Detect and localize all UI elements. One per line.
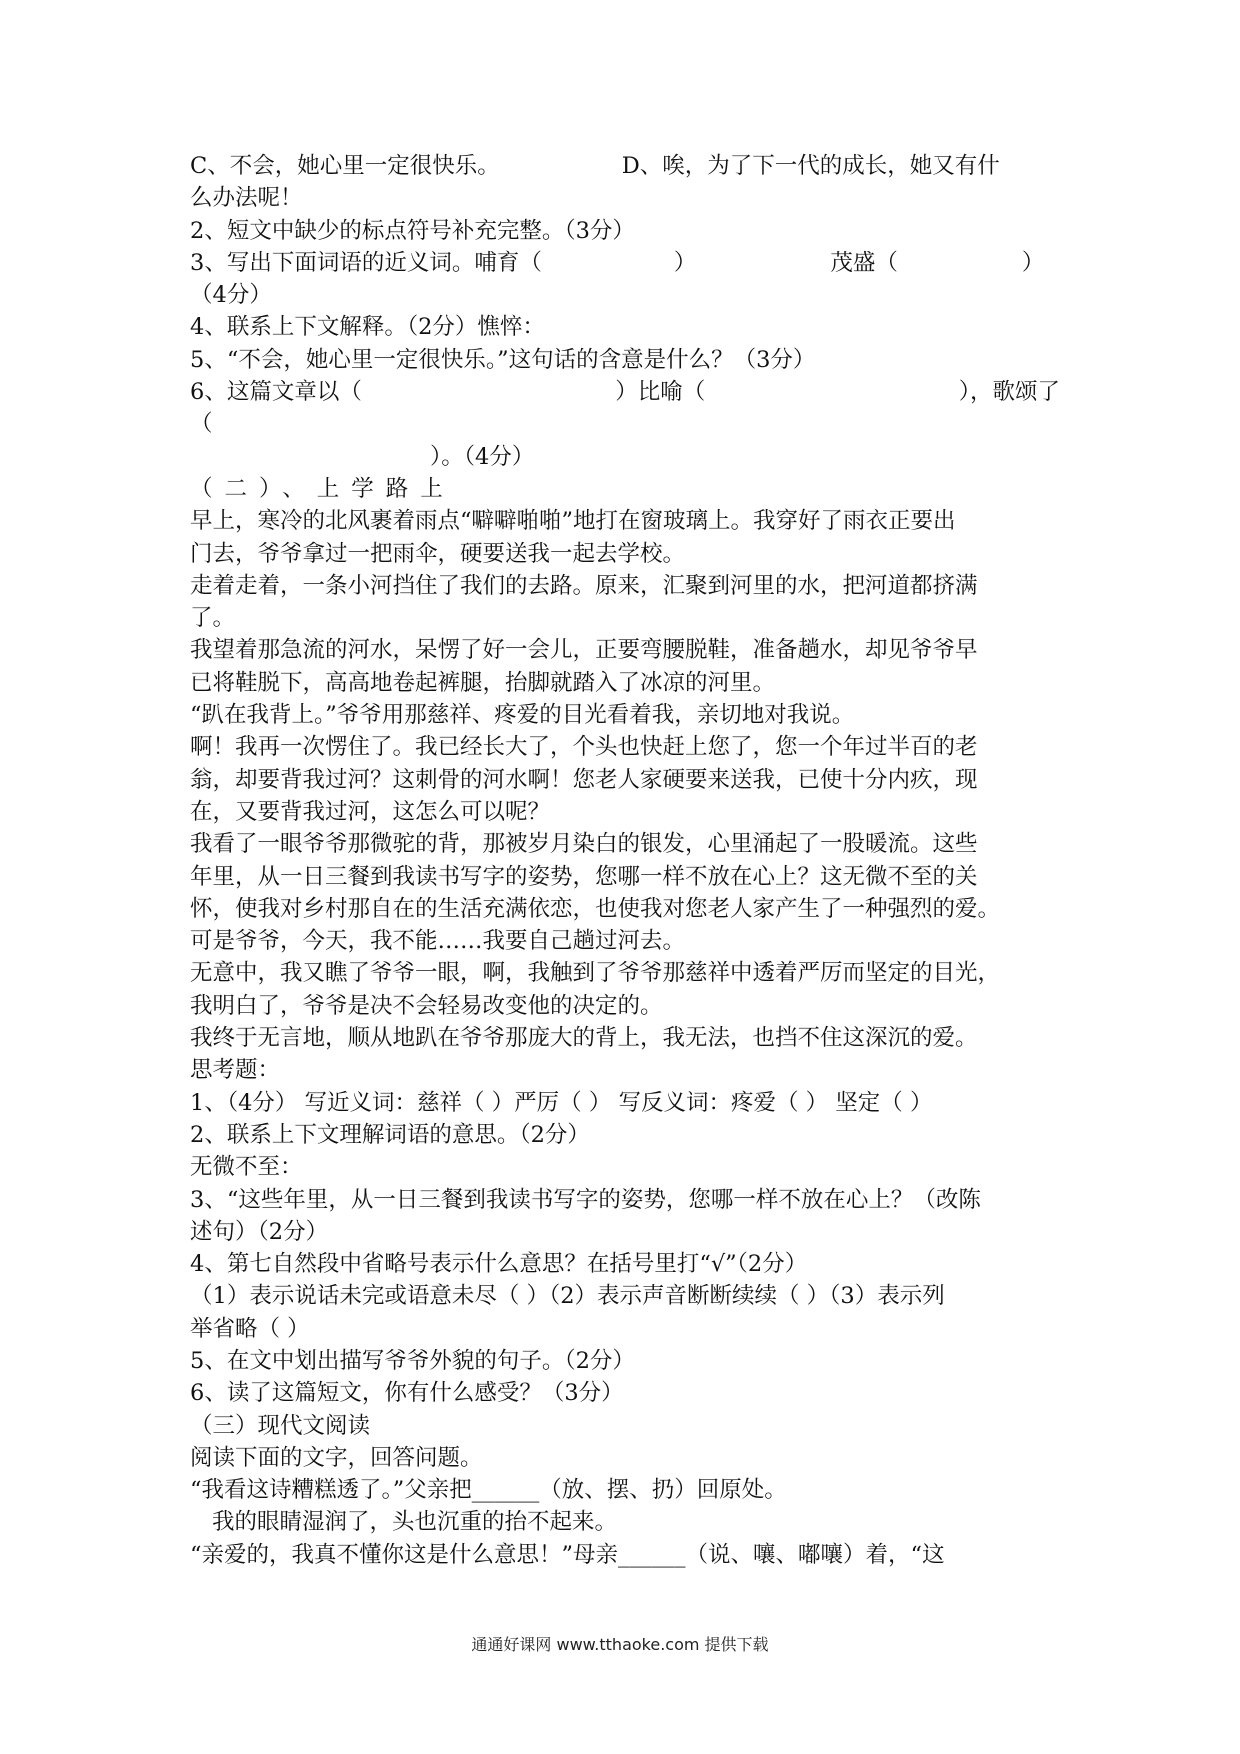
question-3-part-c: 茂盛（	[830, 249, 898, 276]
passage-line: 我望着那急流的河水，呆愣了好一会儿，正要弯腰脱鞋，准备趟水，却见爷爷早	[190, 637, 978, 664]
passage-line: 了。	[190, 605, 236, 632]
question-3	[190, 247, 1060, 279]
passage-line: 在，又要背我过河，这怎么可以呢？	[190, 798, 551, 825]
passage-line: 可是爷爷，今天，我不能……我要自己趟过河去。	[190, 928, 686, 955]
passage-line: 我明白了，爷爷是决不会轻易改变他的决定的。	[190, 992, 663, 1019]
page-footer: 通通好课网 www.tthaoke.com 提供下载	[471, 1635, 769, 1654]
option-c: C、不会，她心里一定很快乐。	[190, 153, 500, 179]
passage-line: “我看这诗糟糕透了。”父亲把______（放、摆、扔）回原处。	[190, 1477, 787, 1504]
text-line: 举省略（ ）	[190, 1315, 310, 1342]
question-3-part-d: ）	[1021, 249, 1045, 276]
passage-line: 走着走着，一条小河挡住了我们的去路。原来，汇聚到河里的水，把河道都挤满	[190, 572, 978, 599]
question-3: 3、“这些年里，从一日三餐到我读书写字的姿势，您哪一样不放在心上？（改陈	[190, 1186, 981, 1213]
question-1: 1、（4分） 写近义词：慈祥（ ）严厉（ ） 写反义词：疼爱（ ） 坚定（ ）	[190, 1089, 933, 1116]
section-title: （三）现代文阅读	[190, 1412, 371, 1439]
text-line: （1）表示说话未完或语意未尽（ ）（2）表示声音断断续续（ ）（3）表示列	[190, 1283, 945, 1310]
passage-line: 我终于无言地，顺从地趴在爷爷那庞大的背上，我无法，也挡不住这深沉的爱。	[190, 1025, 978, 1052]
questions-heading: 思考题：	[190, 1057, 281, 1084]
passage-line: 年里，从一日三餐到我读书写字的姿势，您哪一样不放在心上？这无微不至的关	[190, 863, 978, 890]
text-line: 无微不至：	[190, 1154, 303, 1181]
option-line	[190, 150, 1060, 182]
question-6: 6、读了这篇短文，你有什么感受？（3分）	[190, 1380, 624, 1407]
passage-line: 啊！我再一次愣住了。我已经长大了，个头也快赶上您了，您一个年过半百的老	[190, 734, 978, 761]
question-4: 4、第七自然段中省略号表示什么意思？在括号里打“√”（2分）	[190, 1251, 808, 1278]
question-3-part-b: ）	[673, 249, 697, 276]
question-6-part-b: ）比喻（	[615, 379, 706, 406]
question-3-part-a: 3、写出下面词语的近义词。哺育（	[190, 249, 542, 276]
question-6-part-a: 6、这篇文章以（	[190, 379, 362, 406]
question-6	[190, 376, 1060, 408]
section-title: （二）、上学路上	[190, 475, 455, 502]
score-note: （4分）	[190, 282, 272, 309]
text-line: 么办法呢！	[190, 185, 303, 212]
question-6-part-c: ），歌颂了	[958, 379, 1060, 406]
question-4: 4、联系上下文解释。（2分）憔悴：	[190, 314, 545, 341]
passage-line: 怀，使我对乡村那自在的生活充满依恋，也使我对您老人家产生了一种强烈的爱。	[190, 895, 1001, 922]
passage-line: “趴在我背上。”爷爷用那慈祥、疼爱的目光看着我，亲切地对我说。	[190, 702, 855, 729]
passage-line: 我看了一眼爷爷那微驼的背，那被岁月染白的银发，心里涌起了一股暖流。这些	[190, 831, 978, 858]
passage-line: 我的眼睛湿润了，头也沉重的抬不起来。	[212, 1509, 618, 1536]
passage-line: 已将鞋脱下，高高地卷起裤腿，抬脚就踏入了冰凉的河里。	[190, 669, 776, 696]
passage-line: 翁，却要背我过河？这刺骨的河水啊！您老人家硬要来送我，已使十分内疚，现	[190, 766, 978, 793]
instruction-line: 阅读下面的文字，回答问题。	[190, 1444, 483, 1471]
question-5: 5、在文中划出描写爷爷外貌的句子。（2分）	[190, 1347, 635, 1374]
document-body	[190, 150, 1060, 1571]
question-5: 5、“不会，她心里一定很快乐。”这句话的含意是什么？（3分）	[190, 346, 816, 373]
passage-line: 无意中，我又瞧了爷爷一眼，啊，我触到了爷爷那慈祥中透着严厉而坚定的目光，	[190, 960, 1001, 987]
text-line: 述句）（2分）	[190, 1218, 329, 1245]
text-line: （	[190, 411, 213, 438]
passage-line: “亲爱的，我真不懂你这是什么意思！”母亲______（说、嚷、嘟嚷）着，“这	[190, 1541, 945, 1568]
question-2: 2、短文中缺少的标点符号补充完整。（3分）	[190, 217, 635, 244]
option-d: D、唉，为了下一代的成长，她又有什	[621, 153, 1000, 179]
question-2: 2、联系上下文理解词语的意思。（2分）	[190, 1121, 590, 1148]
passage-line: 早上，寒冷的北风裹着雨点“噼噼啪啪”地打在窗玻璃上。我穿好了雨衣正要出	[190, 508, 956, 535]
text-line: ）。（4分）	[430, 443, 535, 470]
passage-line: 门去，爷爷拿过一把雨伞，硬要送我一起去学校。	[190, 540, 686, 567]
